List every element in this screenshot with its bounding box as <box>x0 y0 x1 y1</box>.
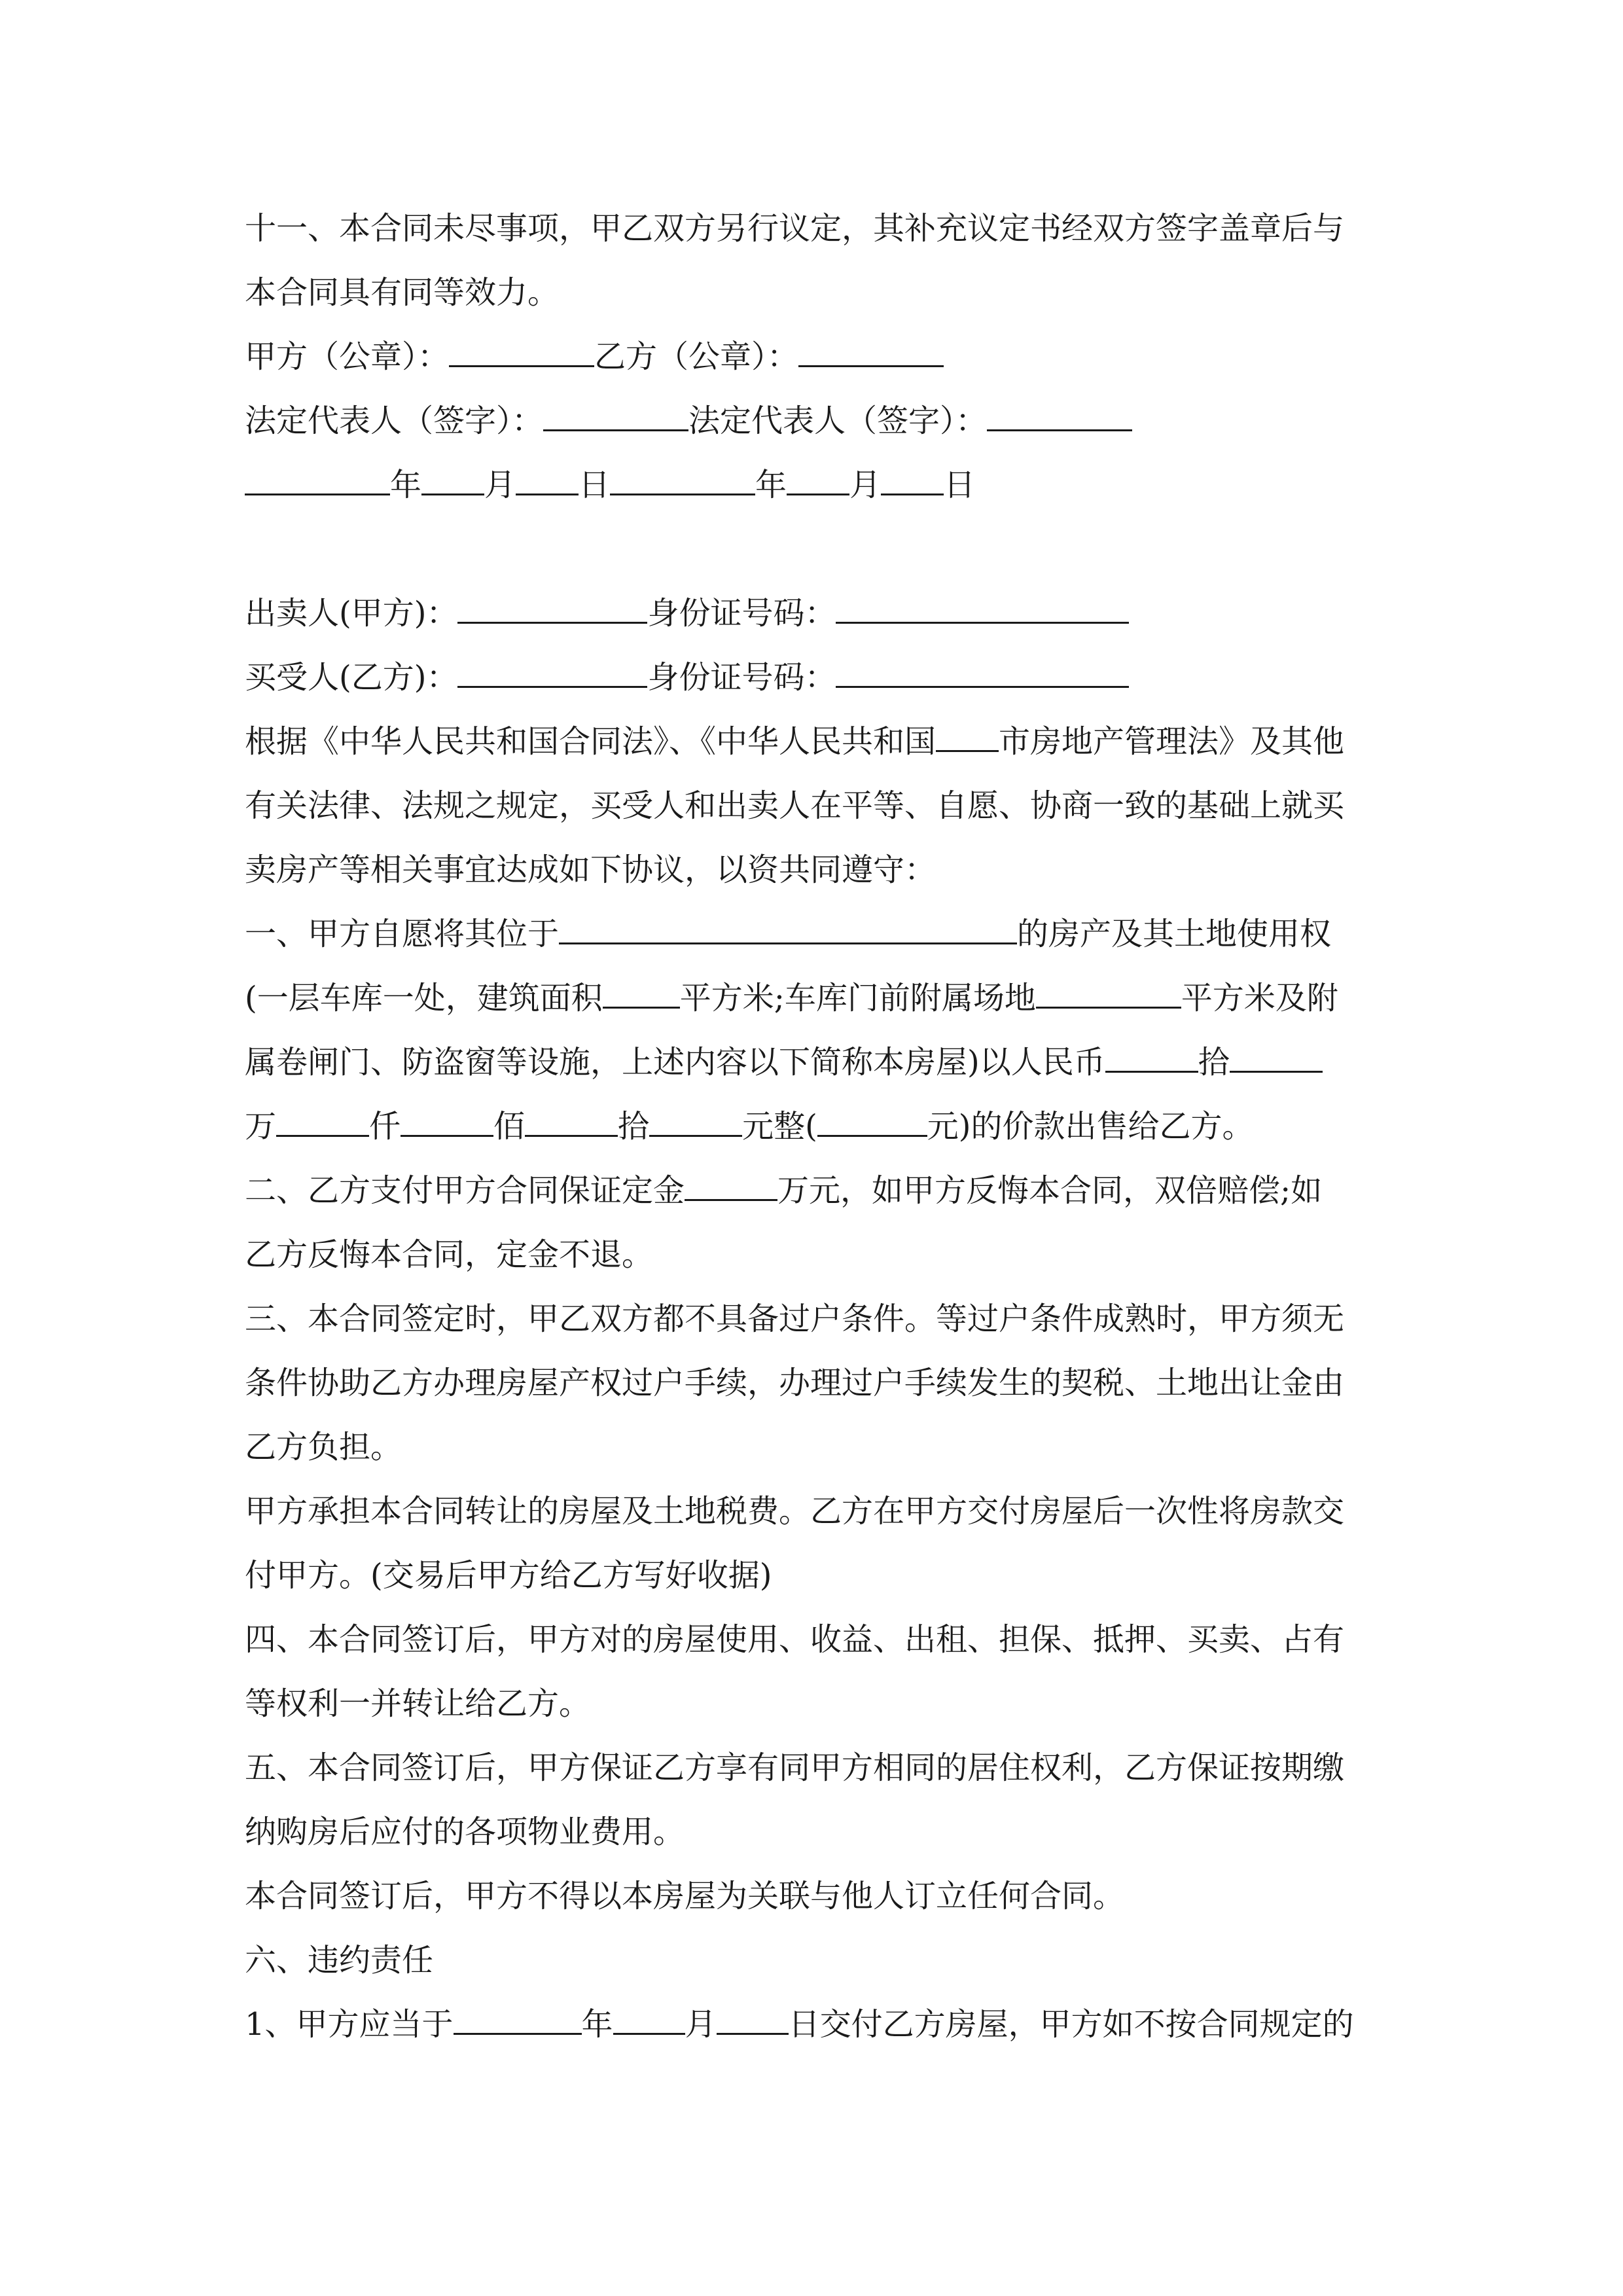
preamble-line-1 <box>245 709 1383 774</box>
seller-label: 出卖人(甲方)： <box>245 595 458 632</box>
blank-field <box>881 469 944 495</box>
buyer-line <box>245 645 1383 709</box>
article-2-line-2 <box>245 1223 1383 1287</box>
article-1-line-4 <box>245 1094 1383 1158</box>
text: 纳购房后应付的各项物业费用。 <box>245 1814 685 1850</box>
text: 乙方负担。 <box>245 1429 402 1465</box>
preamble-line-3 <box>245 838 1383 902</box>
contract-page <box>245 196 1383 2056</box>
text: 本合同具有同等效力。 <box>245 274 560 311</box>
day-label: 日 <box>579 467 611 503</box>
text: 仟 <box>369 1108 401 1145</box>
year-label: 年 <box>390 467 422 503</box>
blank-field <box>936 725 999 752</box>
text: 拾 <box>1198 1044 1230 1081</box>
section-gap <box>245 517 1383 581</box>
text: 1、甲方应当于 <box>245 2006 454 2043</box>
text: 一、甲方自愿将其位于 <box>245 916 560 952</box>
text: 日交付乙方房屋，甲方如不按合同规定的 <box>788 2006 1354 2043</box>
text: 等权利一并转让给乙方。 <box>245 1685 591 1722</box>
blank-field <box>525 1110 618 1137</box>
text: 乙方反悔本合同，定金不退。 <box>245 1236 654 1273</box>
text: 有关法律、法规之规定，买受人和出卖人在平等、自愿、协商一致的基础上就买 <box>245 787 1345 824</box>
article-5-line-2 <box>245 1800 1383 1864</box>
clause-11-line-1 <box>245 196 1383 260</box>
blank-field <box>457 661 647 688</box>
article-6-line-1 <box>245 1992 1383 2056</box>
text: 佰 <box>493 1108 526 1145</box>
article-2-line-1 <box>245 1158 1383 1223</box>
text: 五、本合同签订后，甲方保证乙方享有同甲方相同的居住权利，乙方保证按期缴 <box>245 1749 1345 1786</box>
preamble-line-2 <box>245 774 1383 838</box>
year-label: 年 <box>755 467 787 503</box>
text: 万元，如甲方反悔本合同，双倍赔偿;如 <box>777 1172 1323 1209</box>
blank-field <box>613 2008 685 2035</box>
rep-b-label: 法定代表人（签字）： <box>688 403 988 439</box>
article-4-line-1 <box>245 1607 1383 1672</box>
text: 根据《中华人民共和国合同法》、《中华人民共和国 <box>245 723 936 760</box>
text: 条件协助乙方办理房屋产权过户手续，办理过户手续发生的契税、土地出让金由 <box>245 1365 1345 1401</box>
article-3-line-2 <box>245 1351 1383 1415</box>
blank-field <box>559 918 1017 944</box>
article-3-line-3 <box>245 1415 1383 1479</box>
text: 本合同签订后，甲方不得以本房屋为关联与他人订立任何合同。 <box>245 1878 1125 1914</box>
text: (一层车库一处，建筑面积 <box>245 980 603 1016</box>
month-label: 月 <box>849 467 882 503</box>
blank-field <box>543 404 688 431</box>
text: 的房产及其土地使用权 <box>1017 916 1332 952</box>
date-line <box>245 453 1383 517</box>
blank-field <box>836 597 1129 624</box>
text: 元整( <box>742 1108 817 1145</box>
blank-field <box>717 2008 789 2035</box>
article-3-line-1 <box>245 1287 1383 1351</box>
text: 平方米;车库门前附属场地 <box>679 980 1036 1016</box>
blank-field <box>817 1110 927 1137</box>
text: 三、本合同签定时，甲乙双方都不具备过户条件。等过户条件成熟时，甲方须无 <box>245 1300 1345 1337</box>
blank-field <box>603 982 680 1009</box>
article-1-line-3 <box>245 1030 1383 1094</box>
blank-field <box>449 340 594 367</box>
article-1-line-2 <box>245 966 1383 1030</box>
text: 甲方承担本合同转让的房屋及土地税费。乙方在甲方交付房屋后一次性将房款交 <box>245 1493 1345 1530</box>
blank-field <box>685 1174 777 1201</box>
text: 付甲方。(交易后甲方给乙方写好收据) <box>245 1557 772 1594</box>
article-3-line-4 <box>245 1479 1383 1543</box>
id-label: 身份证号码： <box>647 595 836 632</box>
blank-field <box>836 661 1129 688</box>
text: 市房地产管理法》及其他 <box>999 723 1345 760</box>
blank-field <box>245 469 390 495</box>
blank-field <box>401 1110 493 1137</box>
party-a-seal-label: 甲方（公章）： <box>245 338 450 375</box>
text: 四、本合同签订后，甲方对的房屋使用、收益、出租、担保、抵押、买卖、占有 <box>245 1621 1345 1658</box>
month-label: 月 <box>484 467 516 503</box>
party-b-seal-label: 乙方（公章）： <box>594 338 799 375</box>
seal-line <box>245 325 1383 389</box>
year-label: 年 <box>581 2006 613 2043</box>
rep-a-label: 法定代表人（签字）： <box>245 403 544 439</box>
clause-11-line-2 <box>245 260 1383 325</box>
blank-field <box>454 2008 582 2035</box>
text: 平方米及附 <box>1181 980 1338 1016</box>
seller-line <box>245 581 1383 645</box>
blank-field <box>421 469 484 495</box>
article-6-heading <box>245 1928 1383 1992</box>
text: 十一、本合同未尽事项，甲乙双方另行议定，其补充议定书经双方签字盖章后与 <box>245 210 1345 247</box>
text: 元)的价款出售给乙方。 <box>927 1108 1254 1145</box>
blank-field <box>276 1110 369 1137</box>
blank-field <box>516 469 579 495</box>
heading: 六、违约责任 <box>245 1942 434 1979</box>
text: 属卷闸门、防盗窗等设施，上述内容以下简称本房屋)以人民币 <box>245 1044 1105 1081</box>
article-5-line-1 <box>245 1736 1383 1800</box>
blank-field <box>1230 1046 1323 1073</box>
buyer-label: 买受人(乙方)： <box>245 659 458 696</box>
blank-field <box>798 340 944 367</box>
blank-field <box>610 469 755 495</box>
text: 拾 <box>618 1108 650 1145</box>
text: 卖房产等相关事宜达成如下协议，以资共同遵守： <box>245 852 936 888</box>
text: 万 <box>245 1108 277 1145</box>
article-3-line-5 <box>245 1543 1383 1607</box>
blank-field <box>1036 982 1181 1009</box>
day-label: 日 <box>944 467 976 503</box>
blank-field <box>787 469 849 495</box>
month-label: 月 <box>685 2006 717 2043</box>
text: 二、乙方支付甲方合同保证定金 <box>245 1172 685 1209</box>
blank-field <box>457 597 647 624</box>
id-label: 身份证号码： <box>647 659 836 696</box>
article-1-line-1 <box>245 902 1383 966</box>
blank-field <box>649 1110 742 1137</box>
representative-line <box>245 389 1383 453</box>
article-5-line-3 <box>245 1864 1383 1928</box>
article-4-line-2 <box>245 1672 1383 1736</box>
blank-field <box>1105 1046 1198 1073</box>
blank-field <box>987 404 1132 431</box>
